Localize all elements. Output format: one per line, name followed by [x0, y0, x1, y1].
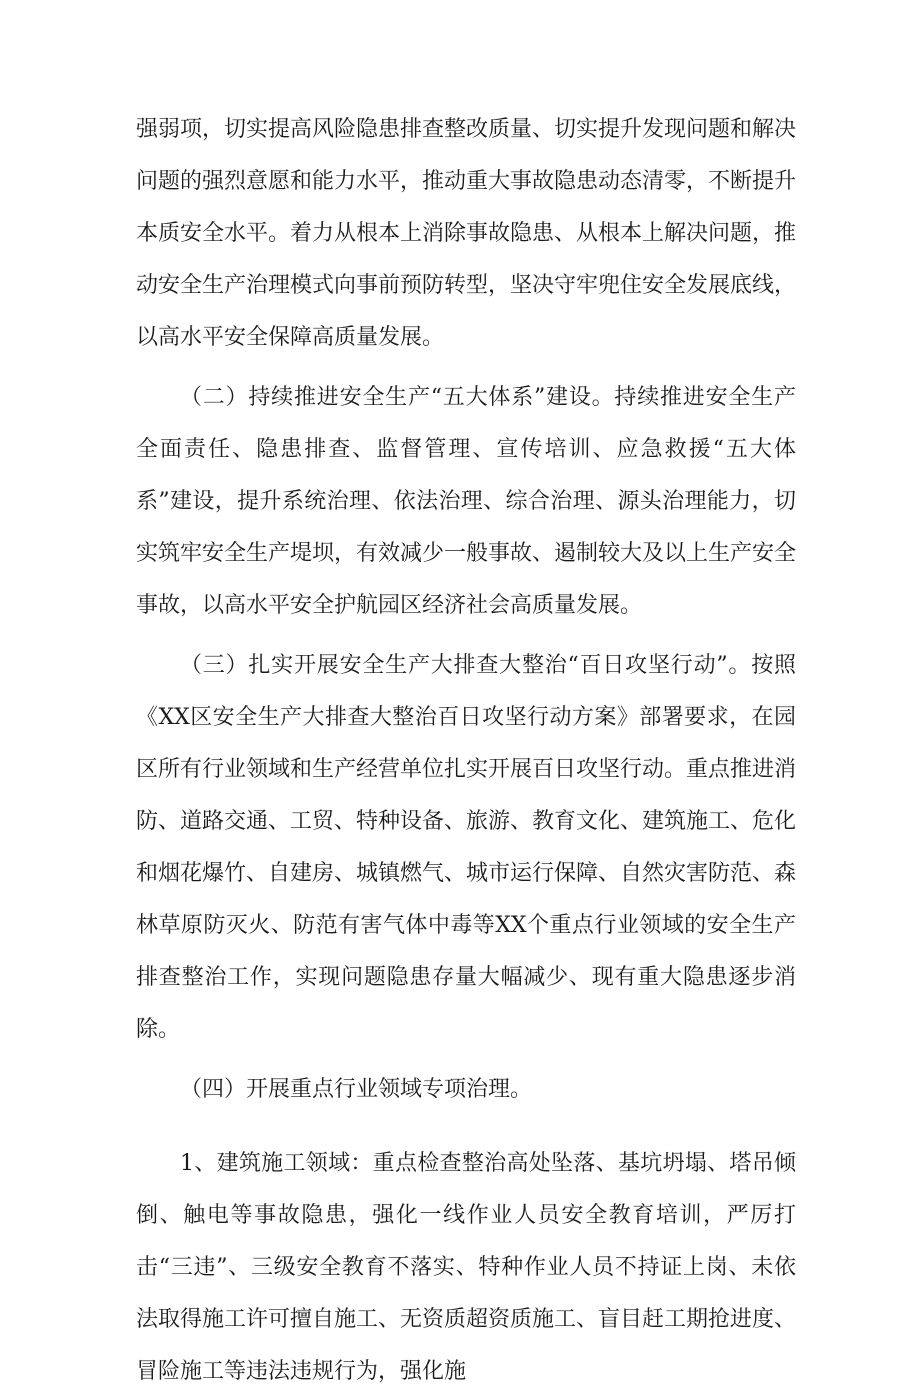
paragraph-gap: [136, 1056, 796, 1064]
section-heading-special-governance: （四）开展重点行业领域专项治理。: [180, 1077, 533, 1102]
paragraph-hundred-days: （三）扎实开展安全生产大排查大整治“百日攻坚行动”。按照《XX区安全生产大排查大整治百日攻坚行动方案》部署要求，在园区所有行业领域和生产经营单位扎实开展百日攻坚行动。重点推进消防、道路交通、工贸、特种设备、旅游、教育文化、建筑施工、危化和烟花爆竹、自建房、城镇燃气、城市运行保障、自然灾害防范、森林草原防灭火、防范有害气体中毒等XX个重点行业领域的安全生产排查整治工作，实现问题隐患存量大幅减少、现有重大隐患逐步消除。: [136, 653, 797, 1042]
paragraph-five-systems: （二）持续推进安全生产“五大体系”建设。持续推进安全生产全面责任、隐患排查、监督管理、宣传培训、应急救援“五大体系”建设，提升系统治理、依法治理、综合治理、源头治理能力，切实筑牢安全生产堤坝，有效减少一般事故、遏制较大及以上生产安全事故，以高水平安全护航园区经济社会高质量发展。: [136, 385, 797, 618]
paragraph-gap: [136, 1116, 796, 1138]
paragraph-construction-field: 1、建筑施工领域：重点检查整治高处坠落、基坑坍塌、塔吊倾倒、触电等事故隐患，强化一线作业人员安全教育培训，严厉打击“三违”、三级安全教育不落实、特种作业人员不持证上岗、未依法取得施工许可擅自施工、无资质超资质施工、盲目赶工期抢进度、冒险施工等违法违规行为，强化施: [136, 1151, 797, 1384]
paragraph-continuation: 强弱项，切实提高风险隐患排查整改质量、切实提升发现问题和解决问题的强烈意愿和能力水平，推动重大事故隐患动态清零，不断提升本质安全水平。着力从根本上消除事故隐患、从根本上解决问题，推动安全生产治理模式向事前预防转型，坚决守牢兜住安全发展底线，以高水平安全保障高质量发展。: [136, 117, 797, 350]
paragraph-gap: [136, 632, 796, 640]
document-page: [136, 104, 796, 1398]
paragraph-gap: [136, 364, 796, 372]
